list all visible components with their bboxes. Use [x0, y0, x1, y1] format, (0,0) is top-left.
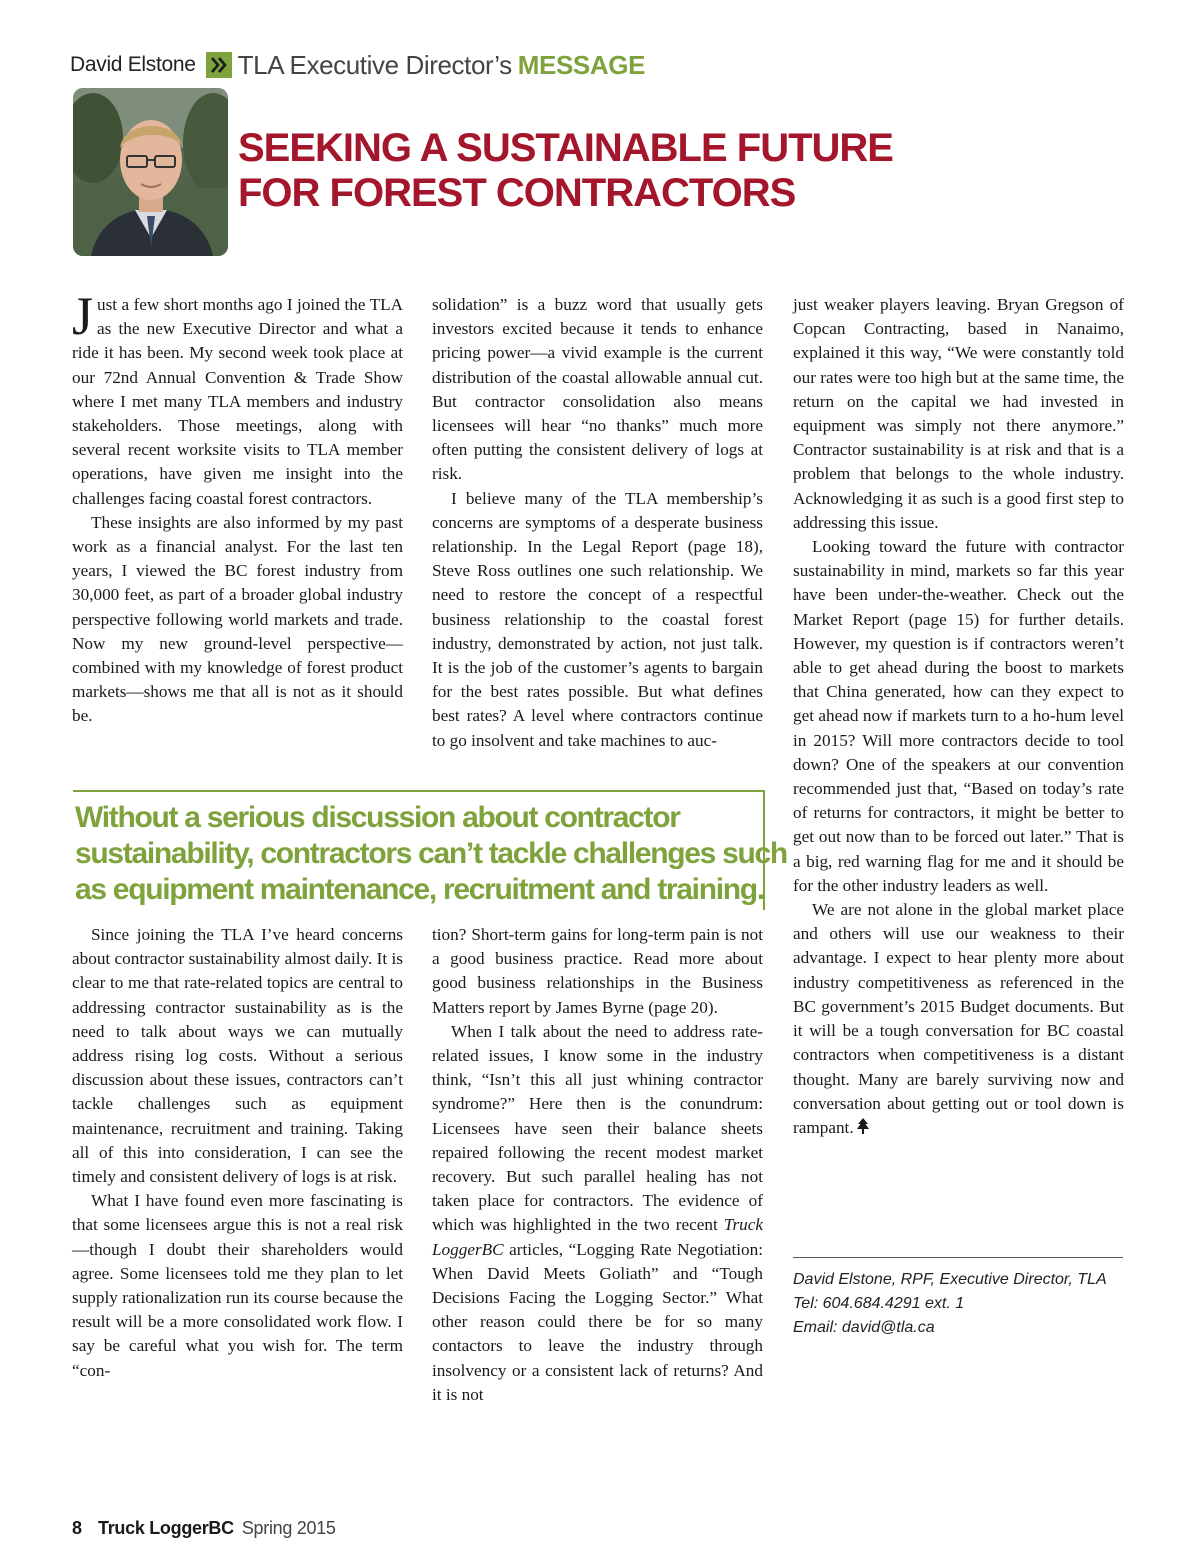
- header-section-emphasis: MESSAGE: [517, 49, 646, 80]
- author-photo: [73, 88, 228, 256]
- paragraph: solidation” is a buzz word that usually gets investors excited because it tends to enhance pricing power—a vivid example is the current distribution of the coastal allowable annual cut. But contractor consolidation also means licensees will hear “no thanks” much more often putting the consistent delivery of logs at risk.: [432, 295, 763, 484]
- paragraph-text: When I talk about the need to address rate-related issues, I know some in the industry think, “Isn’t this all just whining contractor syndrome?” Here then is the conundrum: Licensees have seen their balance sheets repaired following the recent modest market recovery. But such parallel healing has not taken place for contractors. The evidence of which was highlighted in the two recent: [432, 1021, 763, 1235]
- headline-line-2: FOR FOREST CONTRACTORS: [238, 171, 796, 215]
- paragraph-text: We are not alone in the global market place and others will use our weakness to their advantage. I expect to hear plenty more about industry competitiveness as referenced in the BC government’s 2015 Budget documents. But it will be a tough conversation for BC coastal contractors when competitiveness is a distant thought. Many are barely surviving now and conversation about getting out or tool down is rampant.: [793, 900, 1124, 1137]
- paragraph: What I have found even more fascinating is that some licensees argue this is not a real risk—though I doubt their shareholders would agree. Some licensees told me they plan to let supply rationalization run its course because the result will be a more consolidated work flow. I say be careful what you wish for. The term “con-: [72, 1191, 403, 1380]
- paragraph: tion? Short-term gains for long-term pain is not a good business practice. Read more about good business relationships in the Business Matters report by James Byrne (page 20).: [432, 925, 763, 1017]
- pull-quote: [73, 790, 787, 910]
- page-footer: [72, 1518, 336, 1542]
- pull-quote-line: as equipment maintenance, recruitment and training.: [75, 873, 764, 906]
- column-3: [793, 293, 1124, 1140]
- paragraph: These insights are also informed by my past work as a financial analyst. For the last ten years, I viewed the BC forest industry from 30,000 feet, as part of a broader global industry perspective following world markets and trade. Now my new ground-level perspective—combined with my knowledge of forest product markets—shows me that all is not as it should be.: [72, 512, 403, 726]
- tree-icon: [854, 1118, 870, 1137]
- magazine-name: Truck LoggerBC: [98, 1518, 234, 1538]
- header-section: TLA Executive Director’s: [237, 49, 512, 80]
- paragraph: just weaker players leaving. Bryan Gregson of Copcan Contracting, based in Nanaimo, explained it this way, “We were constantly told our rates were too high but at the same time, the return on the capital we had invested in equipment was simply not there anymore.” Contractor sustainability is at risk and that is a problem that belongs to the whole industry. Acknowledging it as such is a good first step to addressing this issue.: [793, 295, 1124, 532]
- paragraph: Since joining the TLA I’ve heard concerns about contractor sustainability almost daily. It is clear to me that rate-related topics are central to addressing contractor sustainability as is the need to talk about ways we can mutually address rising log costs. Without a serious discussion about these issues, contractors can’t tackle challenges such as equipment maintenance, recruitment and training. Taking all of this into consideration, I can see the timely and consistent delivery of logs is at risk.: [72, 925, 403, 1187]
- author-signature: [793, 1268, 1133, 1340]
- page-header: [70, 48, 645, 82]
- signature-name: David Elstone, RPF, Executive Director, TLA: [793, 1271, 1107, 1288]
- signature-phone: Tel: 604.684.4291 ext. 1: [793, 1295, 965, 1312]
- signature-divider: [793, 1257, 1123, 1258]
- column-1-top: [72, 286, 403, 729]
- paragraph: [793, 898, 1124, 1140]
- double-chevron-right-icon: [206, 52, 232, 78]
- magazine-title-italic: Truck LoggerBC: [432, 1215, 763, 1259]
- article-headline: [238, 126, 958, 216]
- paragraph-text: ust a few short months ago I joined the TLA as the new Executive Director and what a ride it has been. My second week took place at our 72nd Annual Convention & Trade Show where I met many TLA members and industry stakeholders. Those meetings, along with several recent worksite visits to TLA member operations, have given me insight into the challenges facing coastal forest contractors.: [72, 295, 403, 508]
- paragraph: Looking toward the future with contractor sustainability in mind, markets so far this year have been under-the-weather. Check out the Market Report (page 15) for further details. However, my question is if contractors weren’t able to get ahead during the boost to markets that China generated, how can they expect to get ahead now if markets turn to a ho-hum level in 2015? Will more contractors decide to tool down? One of the speakers at our convention recommended just that, “Based on today’s rate of returns for contractors, it might be better to get out now than to be forced out later.” That is a big, red warning flag for me and it should be for the other industry leaders as well.: [793, 537, 1124, 895]
- page-number: 8: [72, 1518, 83, 1538]
- column-2-bottom: [432, 923, 763, 1407]
- column-2-top: [432, 293, 763, 753]
- column-1-bottom: [72, 923, 403, 1383]
- paragraph: I believe many of the TLA membership’s concerns are symptoms of a desperate business relationship. In the Legal Report (page 18), Steve Ross outlines one such relationship. We need to restore the concept of a respectful business relationship to the coastal forest industry, demonstrated by action, not just talk. It is the job of the customer’s agents to bargain for the best rates possible. But what defines best rates? A level where contractors continue to go insolvent and take machines to auc-: [432, 488, 763, 750]
- pull-quote-line: sustainability, contractors can’t tackle challenges such: [75, 837, 787, 870]
- issue-date: Spring 2015: [241, 1518, 336, 1538]
- drop-cap: J: [72, 286, 94, 346]
- headline-line-1: SEEKING A SUSTAINABLE FUTURE: [238, 126, 893, 170]
- pull-quote-line: Without a serious discussion about contractor: [75, 801, 680, 834]
- pull-quote-text: [75, 800, 787, 908]
- paragraph: [72, 286, 403, 511]
- paragraph: [432, 1020, 763, 1407]
- paragraph-text: articles, “Logging Rate Negotiation: When David Meets Goliath” and “Tough Decisions Facing the Logging Sector.” What other reason could there be for so many contactors to leave the industry through insolvency or a consistent lack of returns? And it is not: [432, 1239, 763, 1404]
- signature-email: Email: david@tla.ca: [793, 1319, 935, 1336]
- header-author: David Elstone: [70, 53, 196, 76]
